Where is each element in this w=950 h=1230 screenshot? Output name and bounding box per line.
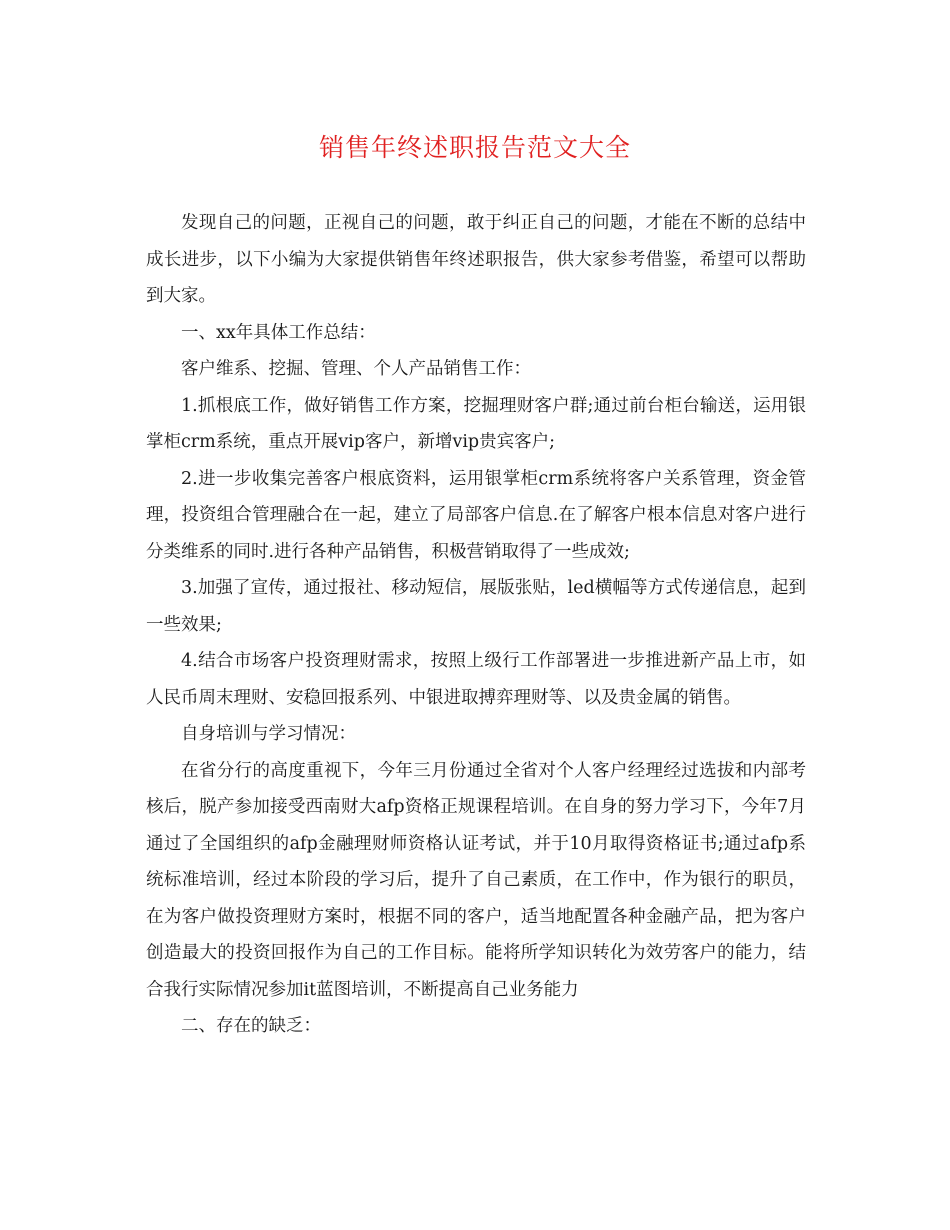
section-heading-work-summary: 一、xx年具体工作总结： bbox=[181, 322, 376, 343]
paragraph-item-4: 4.结合市场客户投资理财需求，按照上级行工作部署进一步推进新产品上市，如人民币周末理财、安稳回报系列、中银进取搏弈理财等、以及贵金属的销售。 bbox=[146, 651, 806, 708]
document-title: 销售年终述职报告范文大全 bbox=[318, 133, 631, 162]
paragraph-training: 在省分行的高度重视下，今年三月份通过全省对个人客户经理经过选拔和内部考核后，脱产参加接受西南财大afp资格正规课程培训。在自身的努力学习下，今年7月通过了全国组织的afp金融理财师资格认证考试，并于10月取得资格证书;通过afp系统标准培训，经过本阶段的学习后，提升了自己素质，在工作中，作为银行的职员，在为客户做投资理财方案时，根据不同的客户，适当地配置各种金融产品，把为客户创造最大的投资回报作为自己的工作目标。能将所学知识转化为效劳客户的能力，结合我行实际情况参加it蓝图培训，不断提高自己业务能力 bbox=[146, 760, 806, 1000]
document-body bbox=[146, 205, 806, 1045]
paragraph-intro: 发现自己的问题，正视自己的问题，敢于纠正自己的问题，才能在不断的总结中成长进步，以下小编为大家提供销售年终述职报告，供大家参考借鉴，希望可以帮助到大家。 bbox=[146, 213, 806, 306]
paragraph-item-2: 2.进一步收集完善客户根底资料，运用银掌柜crm系统将客户关系管理，资金管理，投资组合管理融合在一起，建立了局部客户信息.在了解客户根本信息对客户进行分类维系的同时.进行各种产品销售，积极营销取得了一些成效; bbox=[146, 468, 806, 562]
subheading-customer-work: 客户维系、挖掘、管理、个人产品销售工作： bbox=[181, 359, 531, 379]
subheading-training: 自身培训与学习情况： bbox=[181, 724, 356, 744]
paragraph-item-1: 1.抓根底工作，做好销售工作方案，挖掘理财客户群;通过前台柜台输送，运用银掌柜crm系统，重点开展vip客户，新增vip贵宾客户; bbox=[146, 395, 806, 452]
section-heading-shortcomings: 二、存在的缺乏： bbox=[181, 1016, 321, 1036]
paragraph-item-3: 3.加强了宣传，通过报社、移动短信，展版张贴，led横幅等方式传递信息，起到一些效果; bbox=[146, 578, 806, 635]
